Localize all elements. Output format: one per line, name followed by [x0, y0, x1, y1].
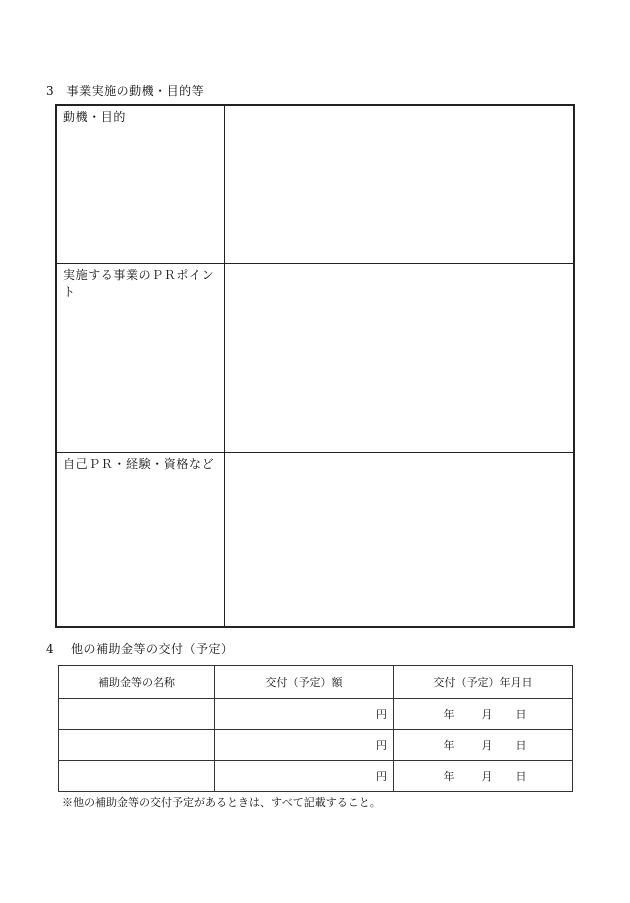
date-field[interactable]	[394, 730, 573, 761]
day-unit: 日	[515, 739, 527, 752]
motivation-field[interactable]	[225, 105, 575, 263]
yen-unit: 円	[376, 770, 387, 783]
table-row	[59, 699, 573, 730]
table-row	[56, 452, 574, 627]
footnote: ※他の補助金等の交付予定があるときは、すべて記載すること。	[62, 796, 381, 809]
subsidy-table	[58, 665, 573, 792]
yen-unit: 円	[376, 708, 387, 721]
year-unit: 年	[443, 770, 455, 783]
label-pr-points: 実施する事業のＰＲポイント	[56, 263, 225, 452]
date-field[interactable]	[394, 761, 573, 792]
subsidy-name-field[interactable]	[59, 761, 215, 792]
date-field[interactable]	[394, 699, 573, 730]
table-header-row	[59, 666, 573, 699]
day-unit: 日	[515, 708, 527, 721]
header-amount: 交付（予定）額	[215, 666, 394, 699]
table-row	[56, 263, 574, 452]
section3-heading: 3 事業実施の動機・目的等	[46, 84, 205, 98]
header-name: 補助金等の名称	[59, 666, 215, 699]
self-pr-field[interactable]	[225, 452, 575, 627]
subsidy-name-field[interactable]	[59, 699, 215, 730]
amount-field[interactable]	[215, 699, 394, 730]
year-unit: 年	[443, 708, 455, 721]
section4-heading: 4 他の補助金等の交付（予定）	[46, 642, 234, 656]
year-unit: 年	[443, 739, 455, 752]
month-unit: 月	[481, 739, 493, 752]
month-unit: 月	[481, 708, 493, 721]
motivation-table	[55, 104, 575, 628]
label-self-pr: 自己ＰＲ・経験・資格など	[56, 452, 225, 627]
month-unit: 月	[481, 770, 493, 783]
amount-field[interactable]	[215, 761, 394, 792]
label-motivation: 動機・目的	[56, 105, 225, 263]
subsidy-name-field[interactable]	[59, 730, 215, 761]
table-row	[56, 105, 574, 263]
yen-unit: 円	[376, 739, 387, 752]
table-row	[59, 730, 573, 761]
day-unit: 日	[515, 770, 527, 783]
table-row	[59, 761, 573, 792]
amount-field[interactable]	[215, 730, 394, 761]
pr-points-field[interactable]	[225, 263, 575, 452]
header-date: 交付（予定）年月日	[394, 666, 573, 699]
